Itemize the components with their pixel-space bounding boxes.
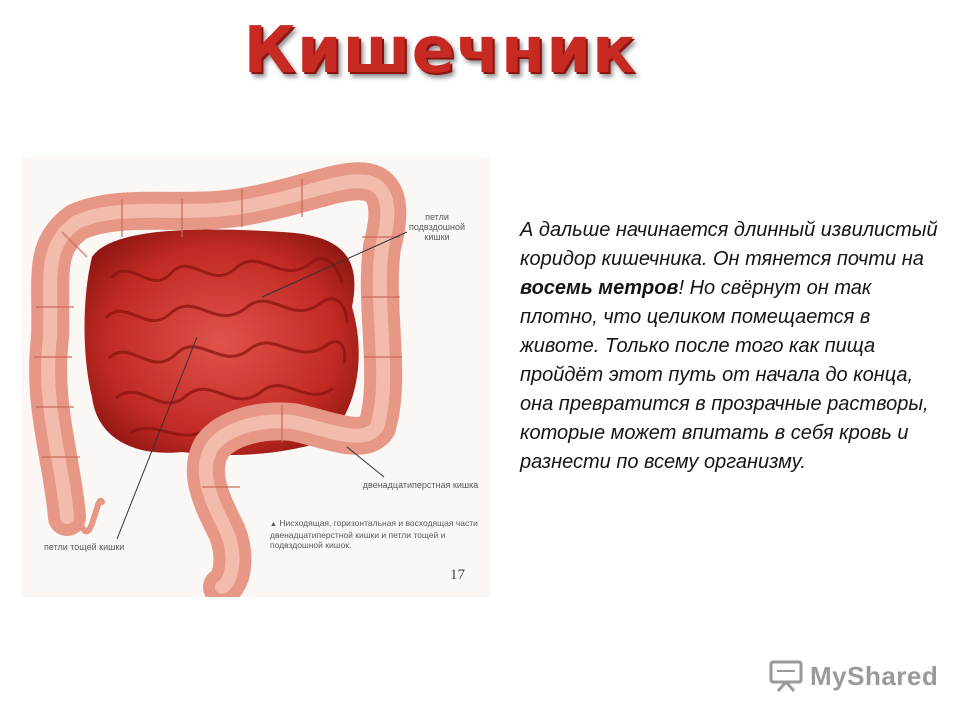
- label-ileum: петли подвздошной кишки: [408, 212, 466, 242]
- caption-marker: ▲: [270, 521, 277, 528]
- page-number: 17: [450, 567, 465, 583]
- slide-title: Кишечник: [243, 14, 637, 88]
- intestine-illustration: [22, 157, 490, 597]
- watermark-brand: MyShared: [810, 660, 939, 691]
- label-jejunum: петли тощей кишки: [44, 542, 125, 552]
- body-paragraph: [520, 216, 940, 477]
- label-duodenum: двенадцатиперстная кишка: [362, 480, 479, 490]
- myshared-watermark: [768, 658, 938, 694]
- body-text-part1: А дальше начинается длинный извилистый коридор кишечника. Он тянется почти на: [520, 219, 938, 270]
- body-text-bold: восемь метров: [520, 277, 679, 299]
- caption-text: Нисходящая, горизонтальная и восходящая части двенадцатиперстной кишки и петли тощей и подвздошной кишок.: [270, 518, 478, 550]
- presentation-icon: [768, 659, 804, 693]
- body-text-part2: ! Но свёрнут он так плотно, что целиком помещается в животе. Только после того как пища пройдёт этот путь от начала до конца, она превратится в прозрачные растворы, которые может впитать в себя кровь и разнести по всему организму.: [520, 277, 929, 473]
- figure-caption: [270, 518, 480, 550]
